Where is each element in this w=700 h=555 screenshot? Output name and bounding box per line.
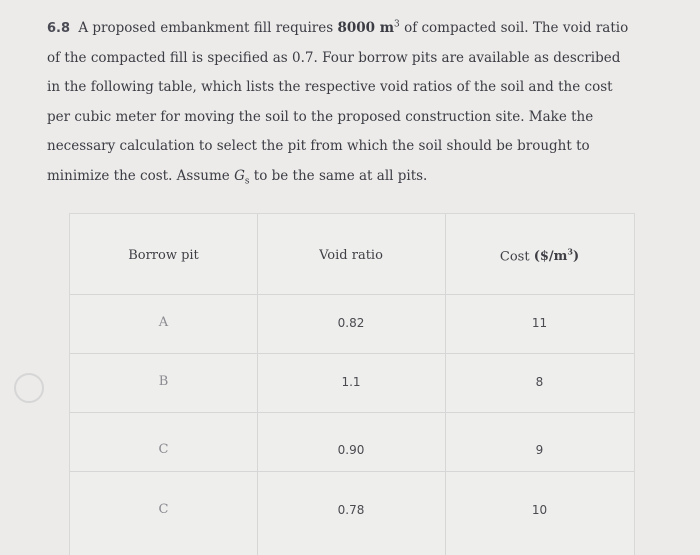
table-cell-pit: A [158, 315, 169, 330]
table-divider [70, 471, 634, 472]
table-cell-pit: C [158, 442, 169, 457]
problem-line-4: per cubic meter for moving the soil to the proposed construction site. Make the [47, 108, 594, 125]
borrow-pit-table [69, 213, 635, 555]
table-cell-void-ratio: 1.1 [341, 375, 361, 389]
table-divider [70, 294, 634, 295]
table-divider [70, 353, 634, 354]
problem-line-3: in the following table, which lists the respective void ratios of the soil and the cost [47, 79, 613, 95]
header-void-ratio: Void ratio [319, 248, 383, 263]
problem-line-6: minimize the cost. Assume $G_s$ to be the same at all pits. [47, 167, 428, 187]
table-cell-cost: 11 [531, 316, 548, 330]
header-cost: Cost $(\$/m^3)$ [499, 247, 580, 265]
table-cell-cost: 9 [535, 443, 544, 457]
table-cell-void-ratio: 0.82 [337, 316, 365, 330]
table-cell-void-ratio: 0.90 [337, 443, 365, 457]
header-borrow-pit: Borrow pit [128, 248, 199, 263]
problem-statement [47, 14, 667, 191]
margin-circle-mark [14, 373, 44, 403]
problem-line-2: of the compacted fill is specified as 0.7. Four borrow pits are available as described [47, 49, 621, 66]
table-cell-pit: B [158, 374, 169, 389]
problem-number: 6.8 [47, 21, 71, 36]
table-divider [70, 412, 634, 413]
problem-line-5: necessary calculation to select the pit from which the soil should be brought to [47, 138, 590, 154]
table-cell-cost: 10 [531, 503, 548, 517]
problem-line-1: 6.8 A proposed embankment fill requires 8000 $m^3$ of compacted soil. The void ratio [47, 19, 629, 36]
table-cell-pit: C [158, 502, 169, 517]
table-cell-cost: 8 [535, 375, 544, 389]
table-cell-void-ratio: 0.78 [337, 503, 365, 517]
